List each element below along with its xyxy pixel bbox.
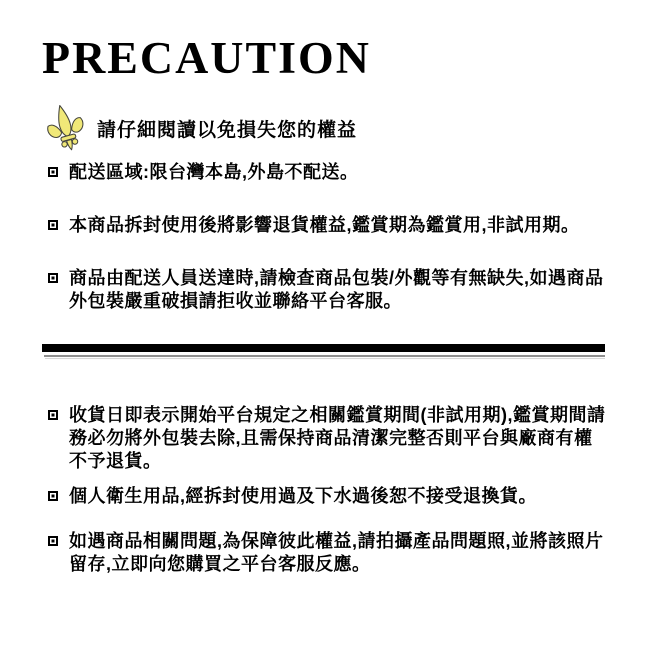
list-item-text: 個人衛生用品,經拆封使用過及下水過後恕不接受退換貨。 xyxy=(69,486,537,506)
list-item-text: 如遇商品相關問題,為保障彼此權益,請拍攝產品問題照,並將該照片留存,立即向您購買之平台客服反應。 xyxy=(69,531,604,574)
precaution-list-top xyxy=(42,161,610,313)
list-item xyxy=(48,485,610,508)
square-bullet-icon xyxy=(48,491,58,501)
list-item-text: 商品由配送人員送達時,請檢查商品包裝/外觀等有無缺失,如遇商品外包裝嚴重破損請拒收並聯絡平台客服。 xyxy=(69,268,604,311)
list-item xyxy=(48,530,610,576)
divider-thin-line xyxy=(44,355,605,357)
square-bullet-icon xyxy=(48,167,58,177)
list-item xyxy=(48,161,610,184)
notice-row xyxy=(42,103,610,153)
divider-thick-bar xyxy=(42,344,605,352)
list-item-text: 收貨日即表示開始平台規定之相關鑑賞期間(非試用期),鑑賞期間請務必勿將外包裝去除,且需保持商品清潔完整否則平台與廠商有權不予退貨。 xyxy=(69,405,606,471)
list-item-text: 本商品拆封使用後將影響退貨權益,鑑賞期為鑑賞用,非試用期。 xyxy=(69,215,580,235)
fleur-de-lis-icon xyxy=(42,103,90,153)
list-item xyxy=(48,267,610,313)
notice-text: 請仔細閱讀以免損失您的權益 xyxy=(97,119,358,141)
list-item-text: 配送區域:限台灣本島,外島不配送。 xyxy=(69,162,359,182)
list-item xyxy=(48,404,610,473)
square-bullet-icon xyxy=(48,410,58,420)
precaution-list-bottom xyxy=(42,404,610,576)
page-title: PRECAUTION xyxy=(42,33,371,83)
square-bullet-icon xyxy=(48,536,58,546)
list-item xyxy=(48,214,610,237)
divider-highlight-line xyxy=(45,358,605,359)
square-bullet-icon xyxy=(48,273,58,283)
section-divider xyxy=(42,344,605,359)
square-bullet-icon xyxy=(48,220,58,230)
